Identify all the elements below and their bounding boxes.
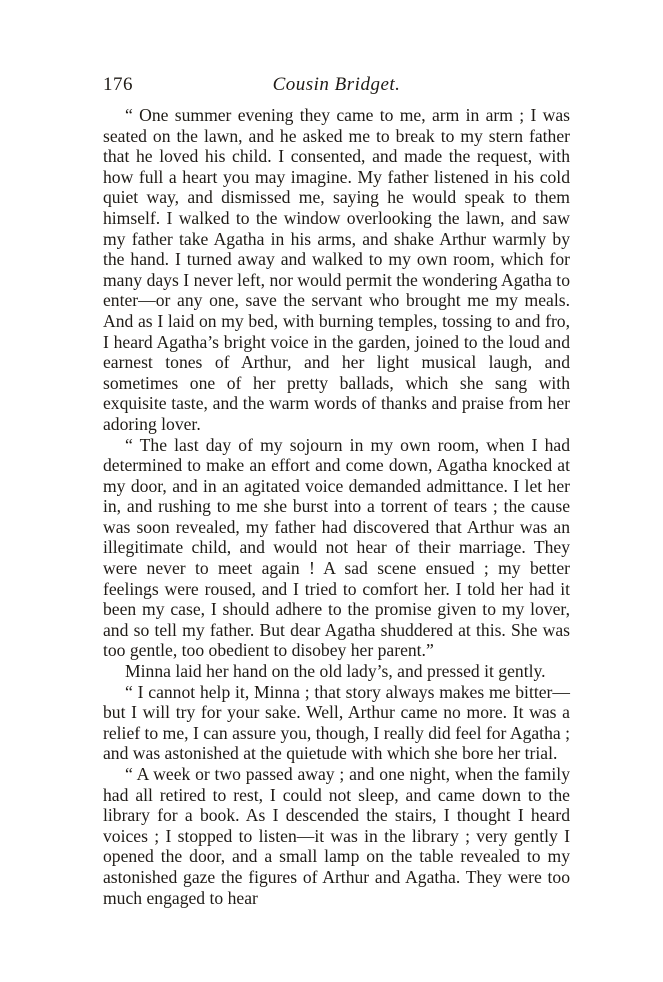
- paragraph: Minna laid her hand on the old lady’s, and pressed it gently.: [125, 661, 546, 682]
- page-number: 176: [103, 74, 133, 95]
- running-head: [103, 74, 570, 98]
- body-text: [103, 105, 570, 908]
- paragraph: “ One summer evening they came to me, arm in arm ; I was seated on the lawn, and he asked me to break to my stern father that he loved his child. I consented, and made the request, with how full a heart you may imagine. My father listened in his cold quiet way, and dismissed me, saying he would speak to them himself. I walked to the window overlooking the lawn, and saw my father take Agatha in his arms, and shake Arthur warmly by the hand. I turned away and walked to my own room, which for many days I never left, nor would permit the wondering Agatha to enter—or any one, save the servant who brought me my meals. And as I laid on my bed, with burning temples, tossing to and fro, I heard Agatha’s bright voice in the garden, joined to the loud and earnest tones of Arthur, and her light musical laugh, and sometimes one of her pretty ballads, which she sang with exquisite taste, and the warm words of thanks and praise from her adoring lover.: [103, 105, 570, 434]
- paragraph: “ A week or two passed away ; and one night, when the family had all retired to rest, I could not sleep, and came down to the library for a book. As I descended the stairs, I thought I heard voices ; I stopped to listen—it was in the library ; very gently I opened the door, and a small lamp on the table revealed to my astonished gaze the figures of Arthur and Agatha. They were too much engaged to hear: [103, 764, 570, 908]
- paragraph: “ The last day of my sojourn in my own room, when I had determined to make an effort and come down, Agatha knocked at my door, and in an agitated voice demanded admittance. I let her in, and rushing to me she burst into a torrent of tears ; the cause was soon revealed, my father had discovered that Arthur was an illegitimate child, and would not hear of their marriage. They were never to meet again ! A sad scene ensued ; my better feelings were roused, and I tried to comfort her. I told her had it been my case, I should adhere to the promise given to my lover, and so tell my father. But dear Agatha shuddered at this. She was too gentle, too obedient to disobey her parent.”: [103, 434, 570, 661]
- running-title: Cousin Bridget.: [272, 74, 401, 95]
- paragraph: “ I cannot help it, Minna ; that story always makes me bitter—but I will try for your sake. Well, Arthur came no more. It was a relief to me, I can assure you, though, I really did feel for Agatha ; and was astonished at the quietude with which she bore her trial.: [103, 681, 570, 764]
